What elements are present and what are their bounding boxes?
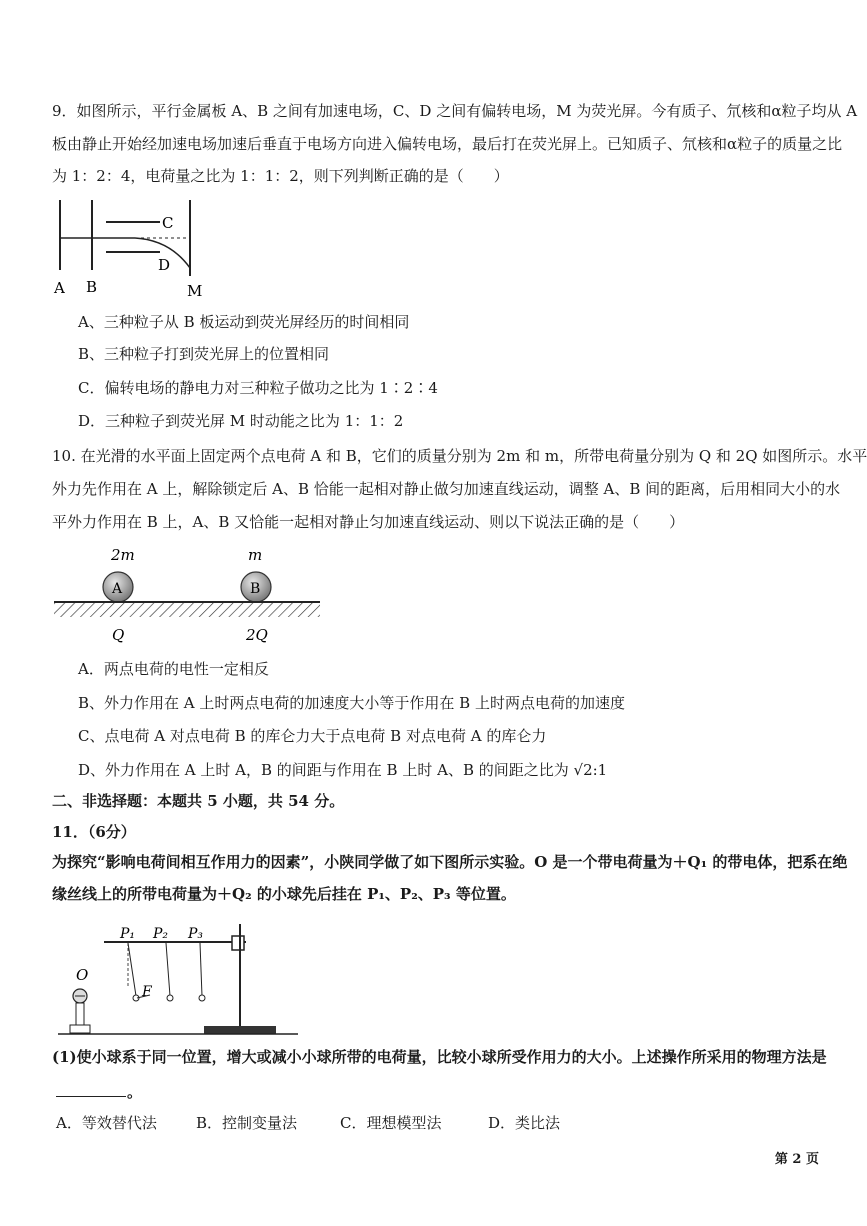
p1-label: P₁ [120,926,136,942]
label-m: M [187,282,203,300]
clamp [232,936,244,950]
answer-blank[interactable] [56,1096,126,1097]
q10-option-b: B、外力作用在 A 上时两点电荷的加速度大小等于作用在 B 上时两点电荷的加速度 [78,694,625,712]
q11-sub1-text: (1)使小球系于同一位置，增大或减小小球所带的电荷量，比较小球所受作用力的大小。上述操作所采用的物理方法是 [52,1048,827,1066]
mass-b-label: m [248,546,263,564]
stand-base [204,1026,276,1034]
ball-b-label: B [250,581,261,597]
mass-a-label: 2m [111,546,135,564]
q11-figure [58,918,298,1042]
q11-text-line-2: 缘丝线上的所带电荷量为＋Q₂ 的小球先后挂在 P₁、P₂、P₃ 等位置。 [52,885,516,903]
q10-text-line-1: 10. 在光滑的水平面上固定两个点电荷 A 和 B，它们的质量分别为 2m 和 m，所带电荷量分别为 Q 和 2Q 如图所示。水平 [52,447,867,465]
q11-option-c: C．理想模型法 [340,1114,442,1132]
charge-a-label: Q [112,626,125,644]
string-1 [128,943,136,996]
ball-p3 [199,995,205,1001]
q9-option-b: B、三种粒子打到荧光屏上的位置相同 [78,345,330,363]
q10-option-c: C、点电荷 A 对点电荷 B 的库仑力大于点电荷 B 对点电荷 A 的库仑力 [78,727,547,745]
q10-figure [48,540,328,646]
q11-option-a: A．等效替代法 [56,1114,157,1132]
label-a: A [54,279,65,297]
p3-label: P₃ [188,926,204,942]
q9-text-line-3: 为 1：2：4，电荷量之比为 1：1：2，则下列判断正确的是（ ） [52,167,509,185]
q9-text-line-1: 9．如图所示，平行金属板 A、B 之间有加速电场，C、D 之间有偏转电场，M 为荧光屏。今有质子、氘核和α粒子均从 A [52,102,858,120]
page-number: 第 2 页 [774,1152,819,1167]
ball-a-label: A [112,581,123,597]
q10-text-line-3: 平外力作用在 B 上，A、B 又恰能一起相对静止匀加速直线运动、则以下说法正确的是（ ） [52,513,685,531]
insulating-stand [76,1003,84,1025]
q10-option-d: D、外力作用在 A 上时 A，B 的间距与作用在 B 上时 A、B 的间距之比为 √2:1 [78,761,608,779]
q11-option-d: D．类比法 [488,1114,561,1132]
q10-option-a: A．两点电荷的电性一定相反 [78,660,269,678]
ball-p2 [167,995,173,1001]
charge-b-label: 2Q [246,626,268,644]
force-label: F [142,984,152,1000]
q9-option-c: C．偏转电场的静电力对三种粒子做功之比为 1∶2∶4 [78,379,438,397]
label-b: B [86,278,98,296]
ground-hatching [54,603,320,617]
q11-text-line-1: 为探究“影响电荷间相互作用力的因素”，小陕同学做了如下图所示实验。O 是一个带电荷量为＋Q₁ 的带电体，把系在绝 [52,853,848,871]
insulating-stand-base [70,1025,90,1033]
label-c: C [162,214,174,232]
q11-option-b: B．控制变量法 [196,1114,298,1132]
q9-option-a: A、三种粒子从 B 板运动到荧光屏经历的时间相同 [78,313,410,331]
p2-label: P₂ [153,926,169,942]
q10-text-line-2: 外力先作用在 A 上，解除锁定后 A、B 恰能一起相对静止做匀加速直线运动，调整 A、B 间的距离，后用相同大小的水 [52,480,841,498]
q9-text-line-2: 板由静止开始经加速电场加速后垂直于电场方向进入偏转电场，最后打在荧光屏上。已知质子、氘核和α粒子的质量之比 [52,135,843,153]
q11-header: 11．（6分） [52,823,136,841]
q9-figure [40,196,220,300]
answer-blank-end: 。 [127,1083,143,1101]
string-3 [200,943,202,996]
label-d: D [158,256,171,274]
section-2-heading: 二、非选择题：本题共 5 小题，共 54 分。 [52,792,345,810]
string-2 [166,943,170,996]
o-label: O [76,966,89,984]
q9-option-d: D．三种粒子到荧光屏 M 时动能之比为 1：1：2 [78,412,404,430]
